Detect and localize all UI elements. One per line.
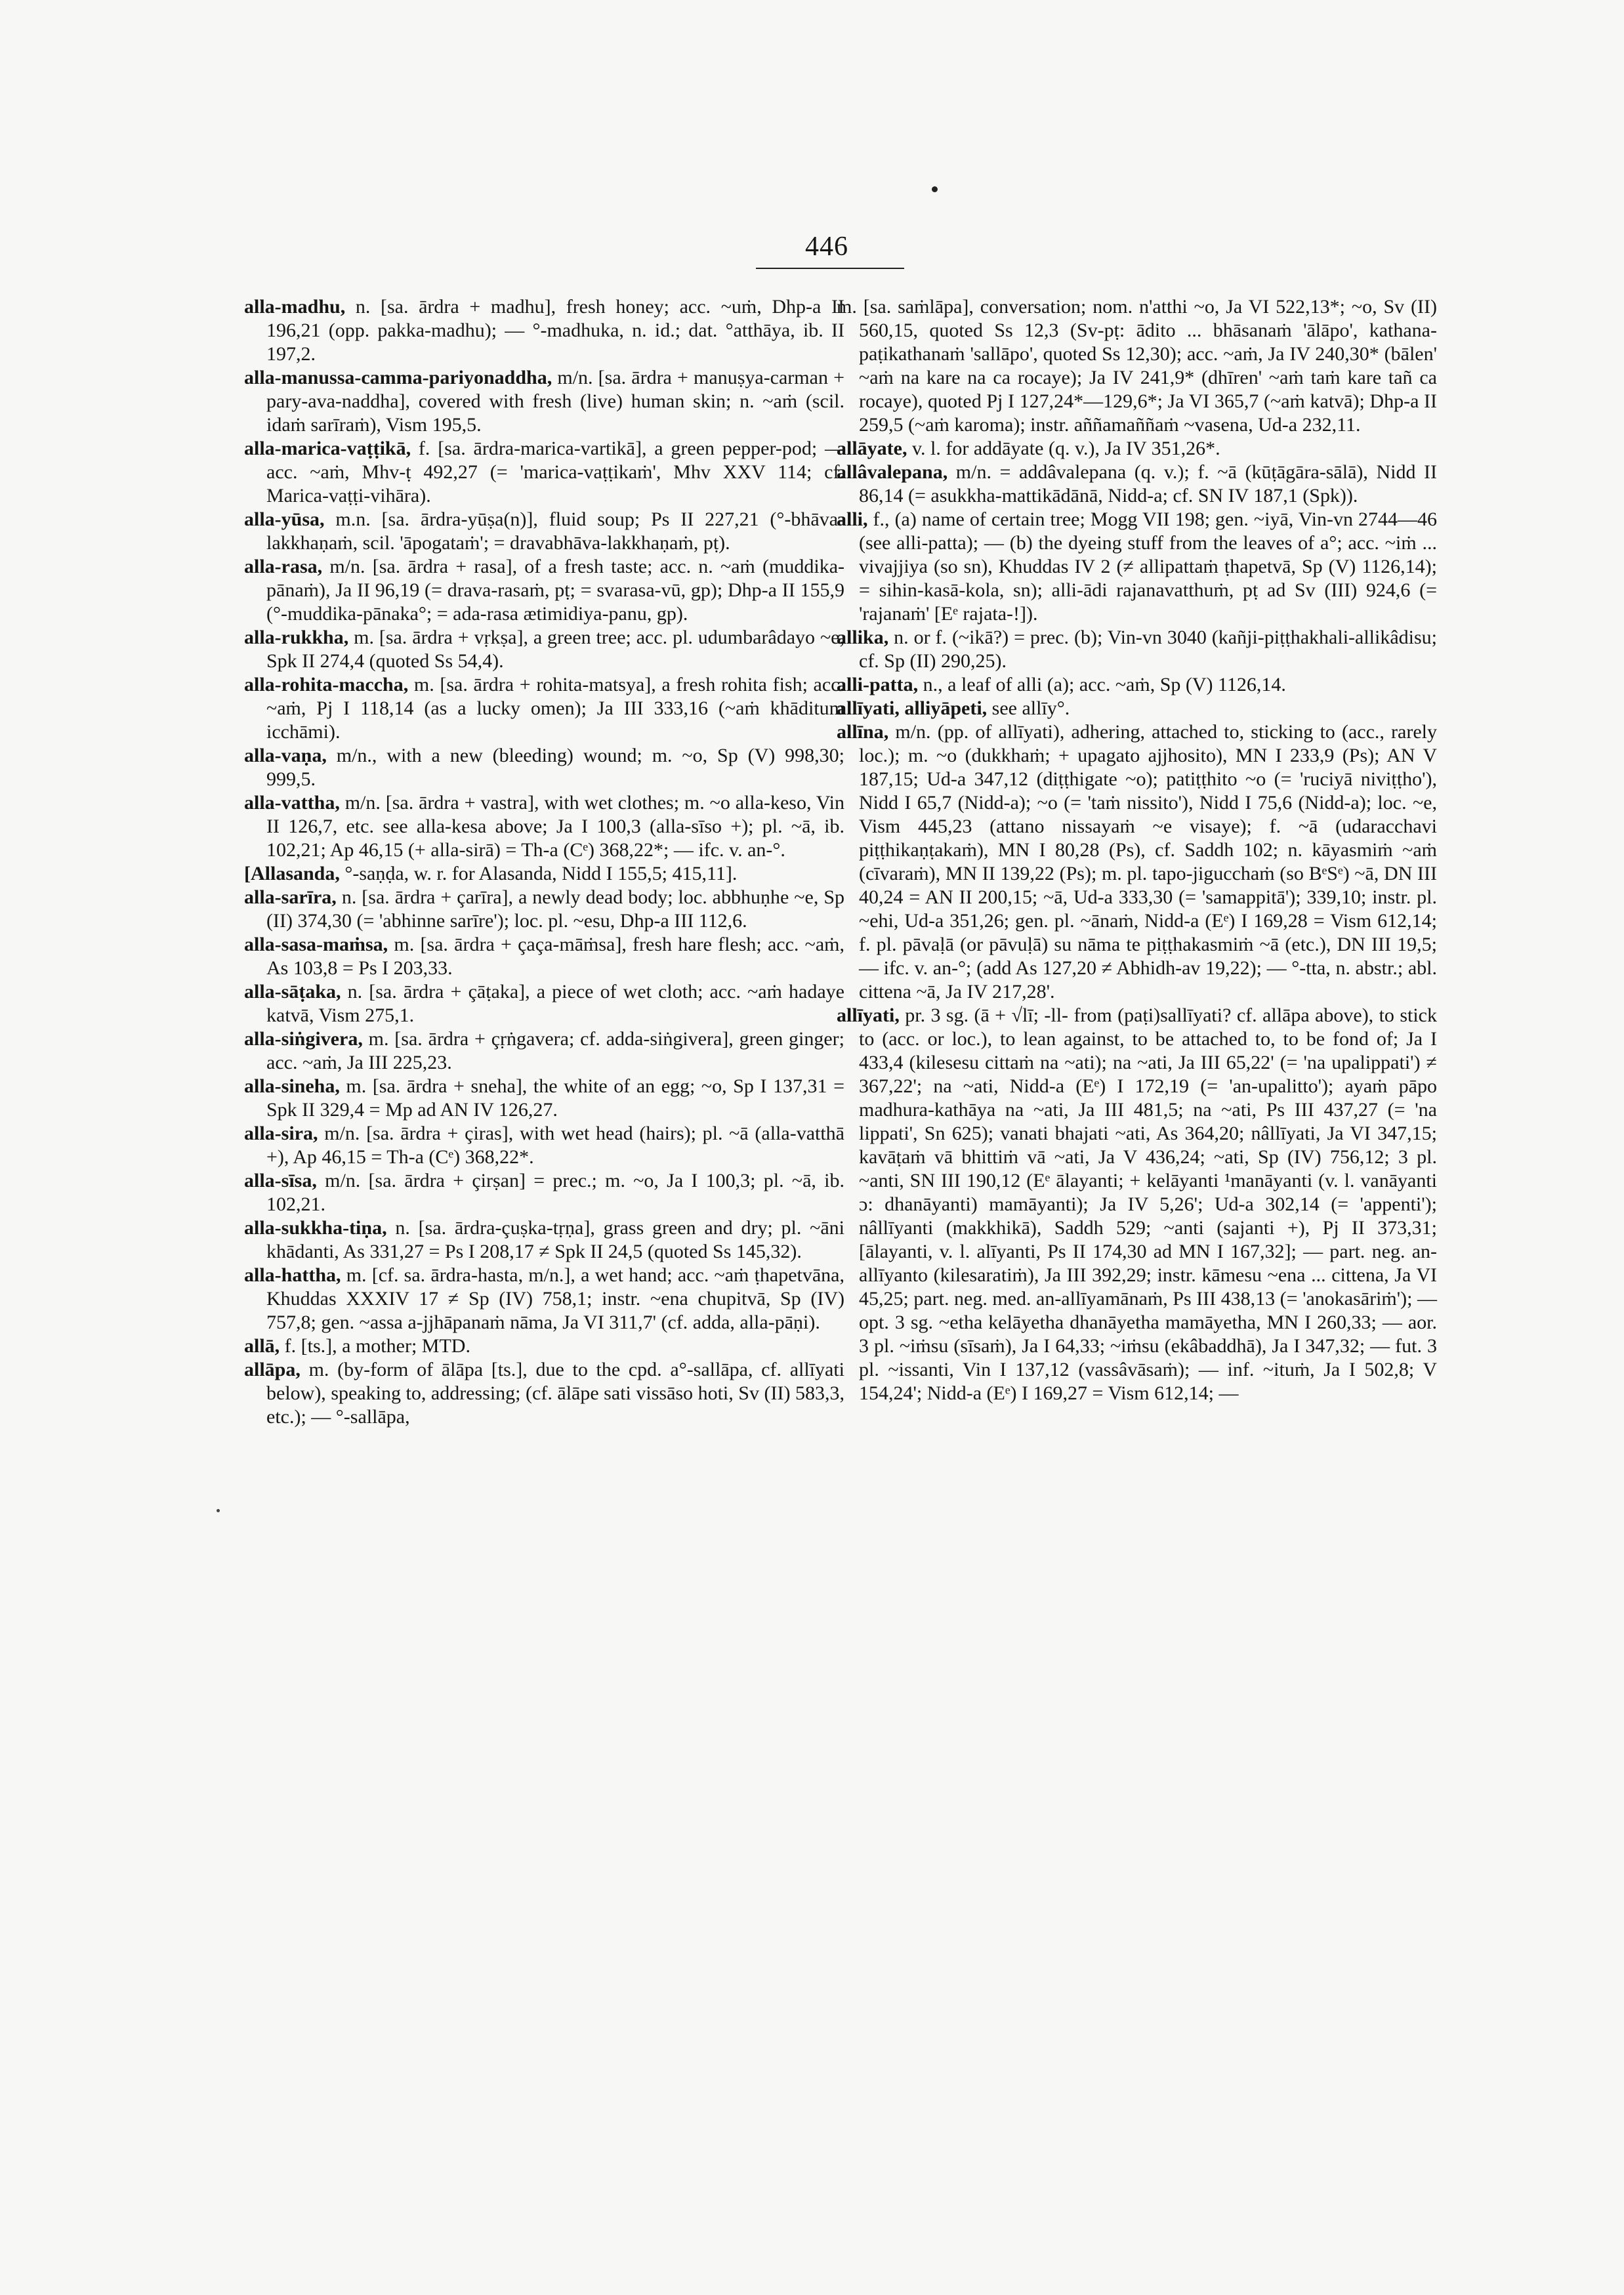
dictionary-entry (837, 673, 1437, 697)
entry-headword: alla-sira, (244, 1123, 318, 1144)
entry-headword: alla-rasa, (244, 556, 323, 577)
entry-headword: allāyate, (837, 438, 907, 459)
entry-definition: f., (a) name of certain tree; Mogg VII 198; gen. ~iyā, Vin-vn 2744—46 (see alli-patta); — (b) the dyeing stuff from the leaves of a°; acc. ~iṁ ... vivajjiya (so sn), Khuddas IV 2 (≠ allipattaṁ ṭhapetvā, Sp (V) 1126,14); = sihin-kasā-kola, sn); alli-ādi rajanavatthuṁ, pṭ ad Sv (III) 924,6 (= 'rajanaṁ' [Eᵉ rajata-!]). (859, 508, 1437, 625)
entry-headword: alla-hattha, (244, 1264, 341, 1286)
dictionary-entry (244, 862, 844, 886)
ink-dot (932, 186, 938, 192)
dictionary-entry (244, 1216, 844, 1264)
dictionary-entry (244, 555, 844, 626)
entry-headword: alla-sāṭaka, (244, 981, 341, 1003)
entry-headword: allika, (837, 627, 889, 648)
entry-definition: m.n. [sa. ārdra-yūṣa(n)], fluid soup; Ps II 227,21 (°-bhāva-lakkhaṇaṁ, scil. 'āpogataṁ'; = dravabhāva-lakkhaṇaṁ, pṭ). (266, 508, 845, 554)
entry-headword: alla-sukkha-tiṇa, (244, 1217, 387, 1239)
dictionary-entry (244, 744, 844, 791)
entry-headword: alla-rukkha, (244, 627, 349, 648)
entry-headword: alla-vaṇa, (244, 745, 327, 766)
entry-headword: alla-sineha, (244, 1075, 340, 1097)
entry-headword: allīna, (837, 721, 889, 743)
entry-headword: alla-madhu, (244, 296, 346, 318)
dictionary-entry (244, 1027, 844, 1075)
entry-headword: alla-sīsa, (244, 1170, 317, 1191)
entry-definition: m. [sa. ārdra + çṛṅgavera; cf. adda-siṅgivera], green ginger; acc. ~aṁ, Ja III 225,23. (266, 1028, 845, 1073)
entry-definition: m. [sa. saṁlāpa], conversation; nom. n'atthi ~o, Ja VI 522,13*; ~o, Sv (II) 560,15, quoted Ss 12,3 (Sv-pṭ: ādito ... bhāsanaṁ 'ālāpo', kathana-paṭikathanaṁ 'sallāpo', quoted Ss 12,30); acc. ~aṁ, Ja IV 240,30* (bālen' ~aṁ na kare na ca rocaye); Ja IV 241,9* (dhīren' ~aṁ taṁ kare tañ ca rocaye), quoted Pj I 127,24*—129,6*; Ja VI 365,7 (~aṁ katvā); Dhp-a II 259,5 (~aṁ karoma); instr. aññamaññaṁ ~vasena, Ud-a 232,11. (837, 296, 1437, 436)
entry-definition: pr. 3 sg. (ā + √lī; -ll- from (paṭi)sallīyati? cf. allāpa above), to stick to (acc. or loc.), to lean against, to be attached to, to be fond of; Ja I 433,4 (kilesesu cittaṁ na ~ati); na ~ati, Ja III 65,22' (= 'na upalippati') ≠ 367,22'; na ~ati, Nidd-a (Eᵉ) I 172,19 (= 'an-upalitto'); ayaṁ pāpo madhura-kathāya na ~ati, Ja III 481,5; na ~ati, Ps III 437,27 (= 'na lippati', Sn 625); vanati bhajati ~ati, As 364,20; nâllīyati, Ja VI 347,15; kavāṭaṁ vā bhittiṁ vā ~ati, Ja V 436,24; ~ati, Sp (IV) 756,12; 3 pl. ~anti, SN III 190,12 (Eᵉ ālayanti; + kelāyanti ¹manāyanti (v. l. vanāyanti ɔ: dhanāyanti) mamāyanti); Ja IV 5,26'; Ud-a 302,14 (= 'appenti'); nâllīyanti (makkhikā), Saddh 529; ~anti (sajanti +), Pj II 373,31; [ālayanti, v. l. alīyanti, Ps II 174,30 ad MN I 167,32]; — part. neg. an-allīyanto (kilesaratiṁ), Ja III 392,29; instr. kāmesu ~ena ... cittena, Ja VI 45,25; part. neg. med. an-allīyamānaṁ, Ps III 438,13 (= 'anokasāriṁ'); — opt. 3 sg. ~etha kelāyetha dhanāyetha mamāyetha, MN I 260,33; — aor. 3 pl. ~iṁsu (sīsaṁ), Ja I 64,33; ~iṁsu (ekâbaddhā), Ja I 347,32; — fut. 3 pl. ~issanti, Vin I 137,12 (vassâvāsaṁ); — inf. ~ituṁ, Ja I 502,8; V 154,24'; Nidd-a (Eᵉ) I 169,27 = Vism 612,14; — (859, 1004, 1437, 1404)
entry-definition: m. [cf. sa. ārdra-hasta, m/n.], a wet hand; acc. ~aṁ ṭhapetvāna, Khuddas XXXIV 17 ≠ Sp (IV) 758,1; instr. ~ena chupitvā, Sp (IV) 757,8; gen. ~assa a-jjhāpanaṁ nāma, Ja VI 311,7' (cf. adda, alla-pāṇi). (266, 1264, 844, 1333)
entry-headword: allā, (244, 1335, 280, 1357)
dictionary-entry (244, 673, 844, 744)
entry-definition: m. [sa. ārdra + sneha], the white of an egg; ~o, Sp I 137,31 = Spk II 329,4 = Mp ad AN IV 126,27. (266, 1075, 844, 1121)
dictionary-entry (244, 1264, 844, 1334)
entry-definition: m/n., with a new (bleeding) wound; m. ~o, Sp (V) 998,30; 999,5. (266, 745, 845, 790)
dictionary-entry (244, 1122, 844, 1169)
entry-headword: alla-sasa-maṁsa, (244, 934, 388, 955)
dictionary-entry (244, 886, 844, 933)
entry-definition: m. [sa. ārdra + rohita-matsya], a fresh rohita fish; acc. ~aṁ, Pj I 118,14 (as a lucky omen); Ja III 333,16 (~aṁ khāditum icchāmi). (266, 674, 845, 743)
entry-definition: °-saṇḍa, w. r. for Alasanda, Nidd I 155,5; 415,11]. (344, 863, 738, 884)
entry-headword: alla-manussa-camma-pariyonaddha, (244, 367, 552, 388)
dictionary-entry (244, 1075, 844, 1122)
entry-definition: m. [sa. ārdra + vṛkṣa], a green tree; acc. pl. udumbarâdayo ~e, Spk II 274,4 (quoted Ss 54,4). (266, 627, 844, 672)
dictionary-entry (837, 437, 1437, 461)
page-number: 446 (805, 232, 848, 262)
dictionary-entry (837, 626, 1437, 673)
dictionary-entry (244, 791, 844, 862)
ink-dot (217, 1509, 220, 1512)
dictionary-entry (244, 366, 844, 437)
entry-definition: n. [sa. ārdra + çāṭaka], a piece of wet cloth; acc. ~aṁ hadaye katvā, Vism 275,1. (266, 981, 845, 1026)
entry-definition: n. [sa. ārdra-çuṣka-tṛṇa], grass green and dry; pl. ~āni khādanti, As 331,27 = Ps I 208,17 ≠ Spk II 24,5 (quoted Ss 145,32). (266, 1217, 844, 1262)
left-column (244, 295, 844, 1429)
entry-definition: v. l. for addāyate (q. v.), Ja IV 351,26*. (911, 438, 1220, 459)
entry-definition: m/n. = addâvalepana (q. v.); f. ~ā (kūṭāgāra-sālā), Nidd II 86,14 (= asukkha-mattikādānā, Nidd-a; cf. SN IV 187,1 (Spk)). (859, 461, 1437, 507)
dictionary-entry (244, 933, 844, 980)
dictionary-entry (837, 508, 1437, 626)
dictionary-entry (244, 626, 844, 673)
entry-definition: m/n. [sa. ārdra + çirṣan] = prec.; m. ~o, Ja I 100,3; pl. ~ā, ib. 102,21. (266, 1170, 845, 1215)
entry-headword: alla-siṅgivera, (244, 1028, 363, 1050)
entry-headword: alla-yūsa, (244, 508, 325, 530)
entry-definition: m. (by-form of ālāpa [ts.], due to the cpd. a°-sallāpa, cf. allīyati below), speaking to, addressing; (cf. ālāpe sati vissāso hoti, Sv (II) 583,3, etc.); — °-sallāpa, (266, 1359, 844, 1428)
dictionary-entry (244, 1358, 844, 1429)
entry-definition: n. or f. (~ikā?) = prec. (b); Vin-vn 3040 (kañji-piṭṭhakhali-allikâdisu; cf. Sp (II) 290,25). (859, 627, 1438, 672)
entry-headword: alla-marica-vaṭṭikā, (244, 438, 411, 459)
dictionary-entry (837, 461, 1437, 508)
entry-headword: alli, (837, 508, 868, 530)
entry-definition: n. [sa. ārdra + madhu], fresh honey; acc. ~uṁ, Dhp-a II 196,21 (opp. pakka-madhu); — °-madhuka, n. id.; dat. °atthāya, ib. II 197,2. (266, 296, 844, 365)
dictionary-entry (837, 697, 1437, 720)
dictionary-entry (244, 295, 844, 366)
dictionary-entry (244, 437, 844, 508)
entry-headword: allâvalepana, (837, 461, 948, 483)
dictionary-entry (244, 508, 844, 555)
entry-headword: alla-sarīra, (244, 886, 337, 908)
entry-definition: f. [sa. ārdra-marica-vartikā], a green pepper-pod; — acc. ~aṁ, Mhv-ṭ 492,27 (= 'marica-vaṭṭikaṁ', Mhv XXV 114; cf. Marica-vaṭṭi-vihāra). (266, 438, 845, 507)
entry-definition: see allīy°. (991, 697, 1070, 719)
entry-definition: m/n. [sa. ārdra + çiras], with wet head (hairs); pl. ~ā (alla-vatthā +), Ap 46,15 = Th-a (Cᵉ) 368,22*. (266, 1123, 844, 1168)
entry-definition: m/n. [sa. ārdra + manuṣya-carman + pary-ava-naddha], covered with fresh (live) human skin; n. ~aṁ (scil. idaṁ sarīraṁ), Vism 195,5. (266, 367, 844, 436)
entry-headword: [Allasanda, (244, 863, 340, 884)
dictionary-entry (837, 720, 1437, 1004)
entry-definition: n., a leaf of alli (a); acc. ~aṁ, Sp (V) 1126,14. (923, 674, 1286, 695)
entry-definition: m. [sa. ārdra + çaça-māṁsa], fresh hare flesh; acc. ~aṁ, As 103,8 = Ps I 203,33. (266, 934, 845, 979)
entry-definition: n. [sa. ārdra + çarīra], a newly dead body; loc. abbhuṇhe ~e, Sp (II) 374,30 (= 'abhinne sarīre'); loc. pl. ~esu, Dhp-a III 112,6. (266, 886, 845, 932)
dictionary-entry (837, 295, 1437, 437)
entry-headword: allāpa, (244, 1359, 301, 1380)
dictionary-entry (244, 980, 844, 1027)
entry-headword: allīyati, alliyāpeti, (837, 697, 988, 719)
entry-definition: m/n. (pp. of allīyati), adhering, attached to, sticking to (acc., rarely loc.); m. ~o (dukkhaṁ; + upagato ajjhosito), MN I 233,9 (Ps); AN V 187,15; Ud-a 347,12 (diṭṭhigate ~o); patiṭṭhito ~o (= 'ruciyā niviṭṭho'), Nidd I 65,7 (Nidd-a); ~o (= 'taṁ nissito'), Nidd I 75,6 (Nidd-a); loc. ~e, Vism 445,23 (attano nissayaṁ ~e visaye); f. ~ā (udaracchavi piṭṭhikaṇṭakaṁ), MN I 80,28 (Ps), cf. Saddh 102; n. kāyasmiṁ ~aṁ (cīvaraṁ), MN II 139,22 (Ps); m. pl. tapo-jigucchaṁ (so BᵉSᵉ) ~ā, DN III 40,24 = AN II 200,15; ~ā, Ud-a 333,30 (= 'samappitā'); 339,10; instr. pl. ~ehi, Ud-a 351,26; gen. pl. ~ānaṁ, Nidd-a (Eᵉ) I 169,28 = Vism 612,14; f. pl. pāvaḷā (or pāvuḷā) su nāma te piṭṭhakasmiṁ ~ā (etc.), DN III 19,5; — ifc. v. an-°; (add As 127,20 ≠ Abhidh-av 19,22); — °-tta, n. abstr.; abl. cittena ~ā, Ja IV 217,28'. (859, 721, 1438, 1003)
entry-headword: allīyati, (837, 1004, 900, 1026)
entry-definition: f. [ts.], a mother; MTD. (284, 1335, 470, 1357)
entry-headword: alla-vattha, (244, 792, 340, 814)
entry-headword: alla-rohita-maccha, (244, 674, 409, 695)
dictionary-entry (244, 1169, 844, 1216)
dictionary-entry (244, 1334, 844, 1358)
entry-headword: alli-patta, (837, 674, 919, 695)
entry-definition: m/n. [sa. ārdra + vastra], with wet clothes; m. ~o alla-keso, Vin II 126,7, etc. see alla-kesa above; Ja I 100,3 (alla-sīso +); pl. ~ā, ib. 102,21; Ap 46,15 (+ alla-sirā) = Th-a (Cᵉ) 368,22*; — ifc. v. an-°. (266, 792, 845, 861)
right-column (837, 295, 1437, 1405)
header-rule (756, 268, 904, 269)
entry-definition: m/n. [sa. ārdra + rasa], of a fresh taste; acc. n. ~aṁ (muddika-pānaṁ), Ja II 96,19 (= drava-rasaṁ, pṭ; = svarasa-vū, gp); Dhp-a II 155,9 (°-muddika-pānaka°; = ada-rasa ætimidiya-panu, gp). (266, 556, 844, 625)
dictionary-entry (837, 1004, 1437, 1405)
